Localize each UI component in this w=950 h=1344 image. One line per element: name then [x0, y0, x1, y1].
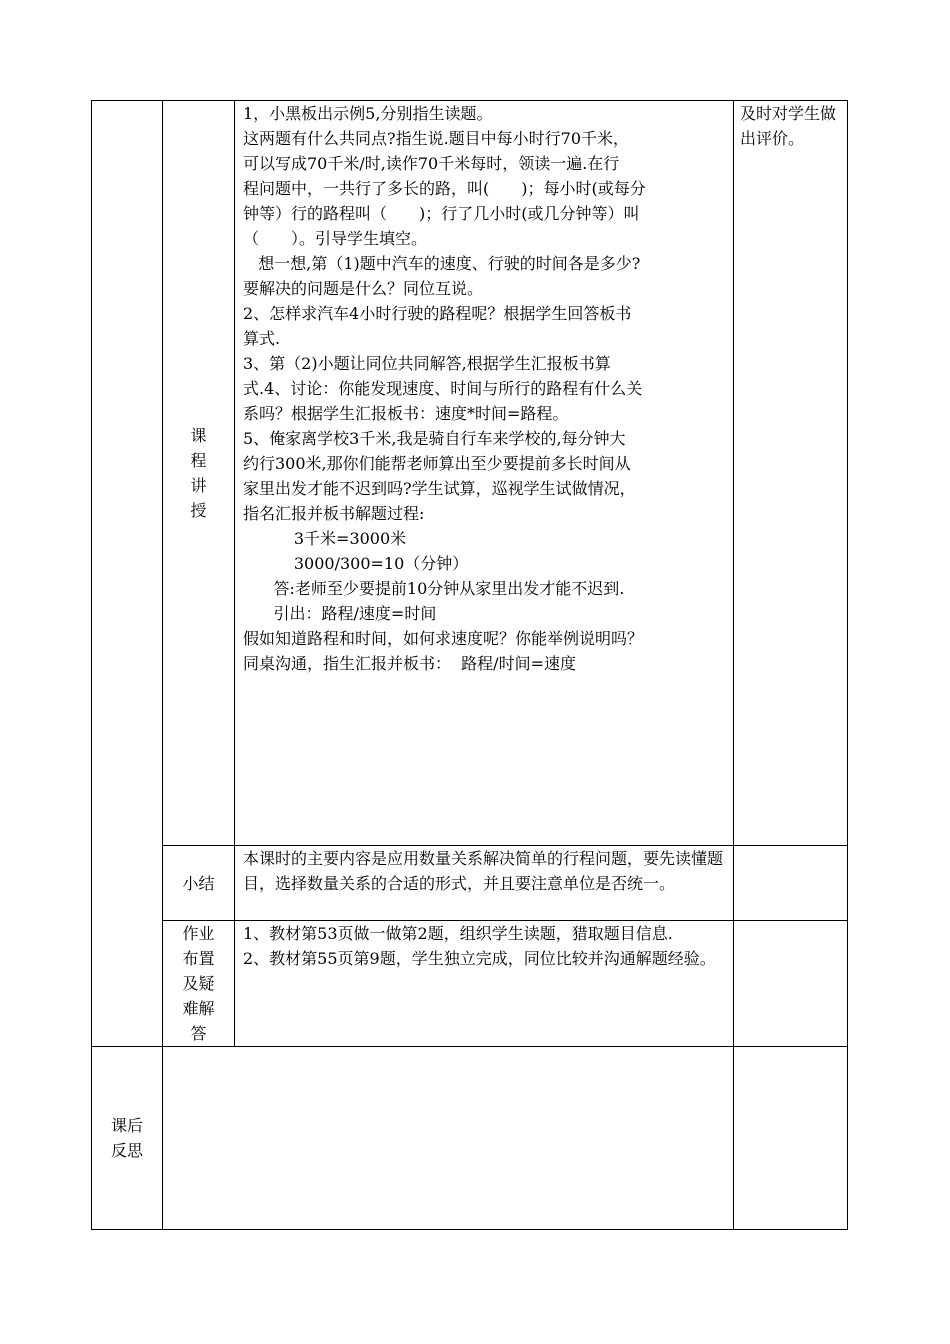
homework-item: 2、教材第55页第9题，学生独立完成，同位比较并沟通解题经验。	[243, 949, 716, 968]
reflection-label: 课后反思	[110, 1116, 143, 1160]
lesson-content-cell	[243, 101, 731, 845]
lesson-line: 5、俺家离学校3千米,我是骑自行车来学校的,每分钟大	[243, 429, 626, 448]
lesson-line: 3千米=3000米	[243, 529, 407, 548]
lesson-line: 要解决的问题是什么？同位互说。	[243, 279, 484, 298]
lesson-line: 可以写成70千米/时,读作70千米每时，领读一遍.在行	[243, 154, 620, 173]
lesson-line: 系吗？根据学生汇报板书：速度*时间=路程。	[243, 404, 569, 423]
column-divider-2	[234, 100, 235, 1046]
lesson-note: 及时对学生做出评价。	[740, 104, 837, 148]
reflection-note-cell	[734, 1047, 847, 1229]
table-border-bottom	[91, 1229, 848, 1230]
homework-label: 作业布置及疑难解答	[182, 924, 215, 1043]
lesson-line: 3000/300=10（分钟）	[243, 554, 469, 573]
table-border-right	[847, 100, 848, 1230]
homework-label-cell	[163, 921, 234, 1046]
lesson-line: 程问题中，一共行了多长的路，叫( )；每小时(或每分	[243, 179, 646, 198]
lesson-line: 这两题有什么共同点?指生说.题目中每小时行70千米，	[243, 129, 630, 148]
summary-label: 小结	[182, 873, 215, 893]
lesson-line: 钟等）行的路程叫（ )；行了几小时(或几分钟等）叫	[243, 204, 640, 223]
lesson-line: 家里出发才能不迟到吗?学生试算，巡视学生试做情况，	[243, 479, 636, 498]
summary-text: 本课时的主要内容是应用数量关系解决简单的行程问题，要先读懂题目，选择数量关系的合适的形式，并且要注意单位是否统一。	[243, 849, 724, 893]
lesson-line: 约行300米,那你们能帮老师算出至少要提前多长时间从	[243, 454, 631, 473]
homework-item: 1、教材第53页做一做第2题，组织学生读题，猎取题目信息.	[243, 924, 673, 943]
lesson-line: 答:老师至少要提前10分钟从家里出发才能不迟到.	[243, 579, 625, 598]
lesson-note-cell	[740, 101, 846, 845]
lesson-line: 想一想,第（1)题中汽车的速度、行驶的时间各是多少?	[243, 254, 641, 273]
lesson-line: （ ）。引导学生填空。	[243, 229, 428, 248]
homework-content-cell	[243, 921, 727, 1046]
lesson-line: 2、怎样求汽车4小时行驶的路程呢？根据学生回答板书	[243, 304, 632, 323]
lesson-line: 引出：路程/速度=时间	[243, 604, 437, 623]
lesson-label: 课程讲授	[190, 426, 207, 520]
reflection-content-cell	[163, 1047, 733, 1229]
reflection-label-cell	[92, 1047, 162, 1229]
lesson-line: 指名汇报并板书解题过程:	[243, 504, 425, 523]
lesson-line: 假如知道路程和时间，如何求速度呢？你能举例说明吗？	[243, 629, 644, 648]
lesson-line: 算式.	[243, 329, 281, 348]
lesson-line: 同桌沟通，指生汇报并板书： 路程/时间=速度	[243, 654, 576, 673]
lesson-line: 1，小黑板出示例5,分别指生读题。	[243, 104, 493, 123]
summary-label-cell	[163, 846, 234, 920]
lesson-line: 式.4、讨论：你能发现速度、时间与所行的路程有什么关	[243, 379, 643, 398]
summary-content-cell	[243, 846, 727, 920]
lesson-line: 3、第（2)小题让同位共同解答,根据学生汇报板书算	[243, 354, 611, 373]
lesson-label-cell	[163, 101, 234, 845]
